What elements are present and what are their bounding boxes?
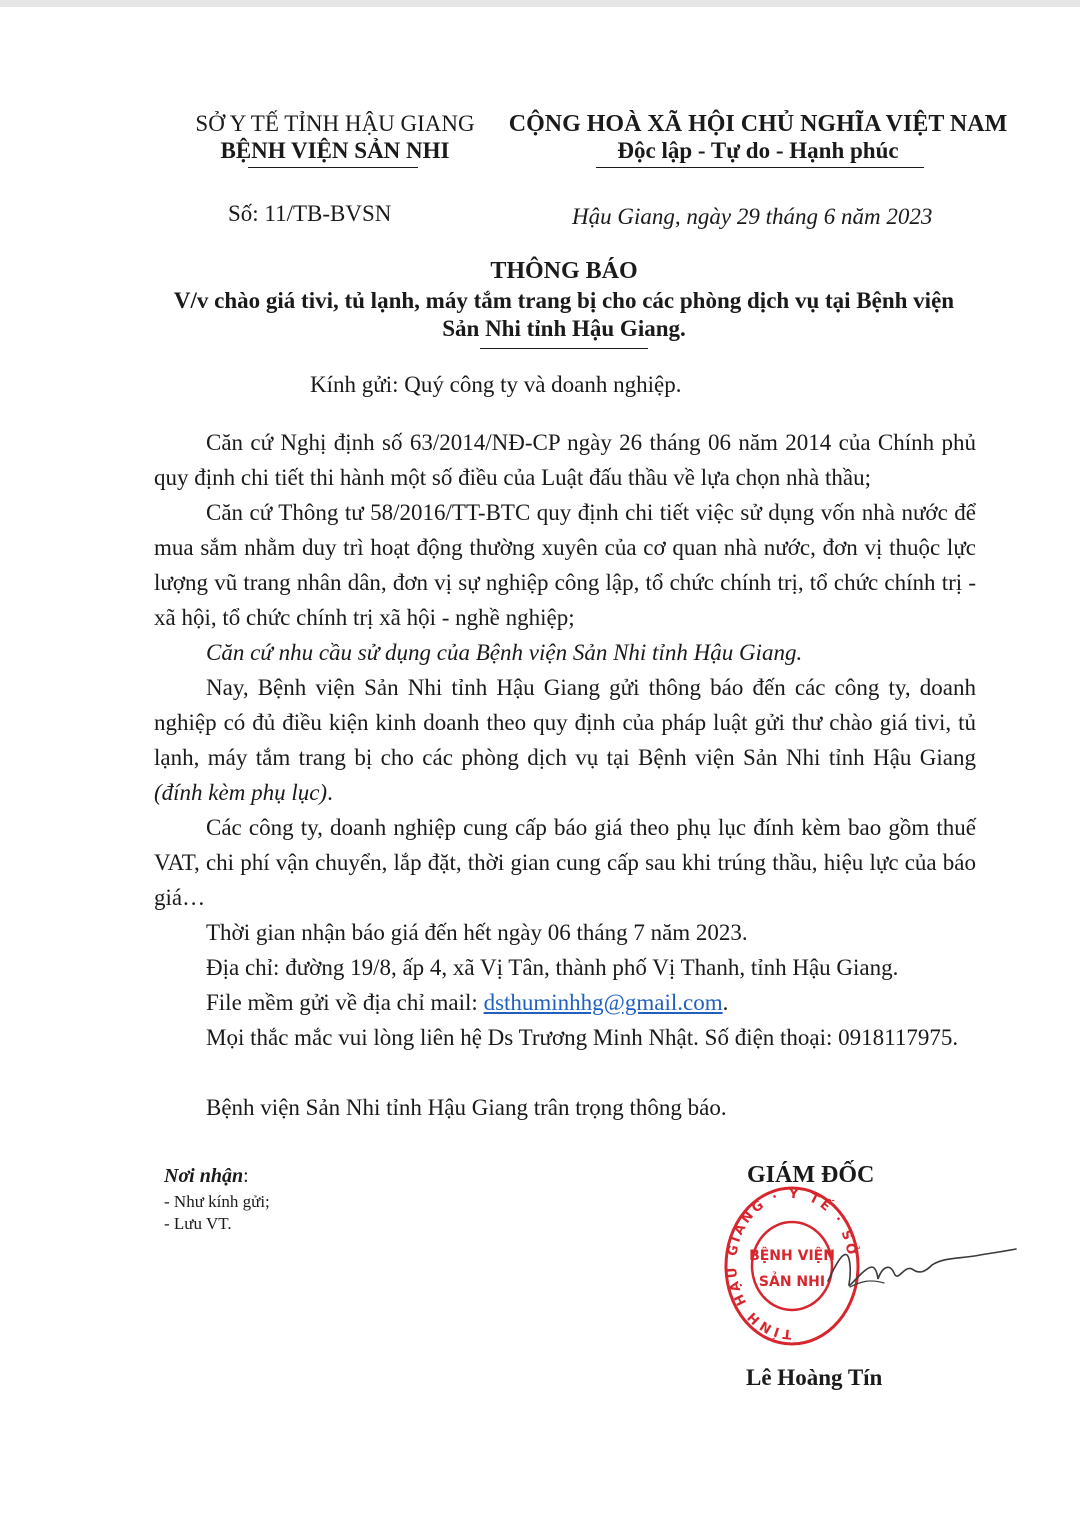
doc-title: THÔNG BÁO (490, 258, 638, 284)
stamp-ring-text: TỈNH HẬU GIANG · Y TẾ · SỞ (724, 1186, 859, 1342)
org-underline (248, 167, 418, 168)
paragraph-legal-basis-1: Căn cứ Nghị định số 63/2014/NĐ-CP ngày 26 tháng 06 năm 2014 của Chính phủ quy định chi tiết thi hành một số điều của Luật đấu thầu về lựa chọn nhà thầu; (154, 430, 976, 490)
stamp-center-line-1: BỆNH VIỆN (749, 1248, 835, 1264)
recipients-label: Nơi nhận (164, 1165, 244, 1187)
email-prefix: File mềm gửi về địa chỉ mail: (206, 990, 484, 1015)
doc-number: Số: 11/TB-BVSN (228, 201, 392, 226)
signer-name: Lê Hoàng Tín (746, 1365, 883, 1390)
subject-line-1: V/v chào giá tivi, tủ lạnh, máy tắm trang bị cho các phòng dịch vụ tại Bệnh viện (173, 288, 955, 313)
paragraph-quotation-requirements: Các công ty, doanh nghiệp cung cấp báo giá theo phụ lục đính kèm bao gồm thuế VAT, chi phí vận chuyển, lắp đặt, thời gian cung cấp sau khi trúng thầu, hiệu lực của báo giá… (154, 815, 976, 910)
recipient-item-2: - Lưu VT. (164, 1214, 232, 1233)
email-link[interactable]: dsthuminhhg@gmail.com (483, 990, 723, 1015)
stamp-center-line-2: SẢN NHI (758, 1274, 826, 1290)
recipients-heading (164, 1163, 249, 1189)
org-parent: SỞ Y TẾ TỈNH HẬU GIANG (195, 111, 475, 136)
subject-line-2: Sản Nhi tỉnh Hậu Giang. (442, 316, 686, 341)
paragraph-address: Địa chỉ: đường 19/8, ấp 4, xã Vị Tân, thành phố Vị Thanh, tỉnh Hậu Giang. (206, 955, 899, 980)
paragraph-legal-basis-2: Căn cứ Thông tư 58/2016/TT-BTC quy định chi tiết việc sử dụng vốn nhà nước để mua sắm nhằm duy trì hoạt động thường xuyên của cơ quan nhà nước, đơn vị thuộc lực lượng vũ trang nhân dân, đơn vị sự nghiệp công lập, tổ chức chính trị, tổ chức chính trị - xã hội, tổ chức chính trị xã hội - nghề nghiệp; (154, 500, 976, 630)
recipient-item-1: - Như kính gửi; (164, 1192, 270, 1211)
paragraph-announcement (154, 670, 976, 810)
email-suffix: . (722, 990, 729, 1015)
announcement-text: Nay, Bệnh viện Sản Nhi tỉnh Hậu Giang gửi thông báo đến các công ty, doanh nghiệp có đủ điều kiện kinh doanh theo quy định của pháp luật gửi thư chào giá tivi, tủ lạnh, máy tắm trang bị cho các phòng dịch vụ tại Bệnh viện Sản Nhi tỉnh Hậu Giang (154, 675, 976, 770)
recipients-colon: : (243, 1165, 249, 1187)
paragraph-legal-basis-3: Căn cứ nhu cầu sử dụng của Bệnh viện Sản Nhi tỉnh Hậu Giang. (206, 640, 803, 665)
nation-title: CỘNG HOÀ XÃ HỘI CHỦ NGHĨA VIỆT NAM (508, 111, 1008, 137)
paragraph-contact: Mọi thắc mắc vui lòng liên hệ Ds Trương Minh Nhật. Số điện thoại: 0918117975. (206, 1025, 959, 1050)
motto: Độc lập - Tự do - Hạnh phúc (617, 138, 899, 163)
motto-underline (596, 167, 924, 168)
recipient-line: Kính gửi: Quý công ty và doanh nghiệp. (310, 372, 682, 397)
place-date: Hậu Giang, ngày 29 tháng 6 năm 2023 (572, 204, 933, 229)
title-underline (480, 348, 648, 349)
paragraph-closing: Bệnh viện Sản Nhi tỉnh Hậu Giang trân trọng thông báo. (206, 1095, 727, 1120)
org-name: BỆNH VIỆN SẢN NHI (220, 138, 450, 163)
attachment-note: (đính kèm phụ lục) (154, 780, 328, 805)
signer-position: GIÁM ĐỐC (747, 1162, 875, 1188)
paragraph-email (154, 985, 976, 1020)
announcement-end: . (327, 780, 333, 805)
paragraph-deadline: Thời gian nhận báo giá đến hết ngày 06 tháng 7 năm 2023. (206, 920, 748, 945)
handwritten-signature (820, 1235, 1020, 1305)
top-edge (0, 0, 1080, 7)
